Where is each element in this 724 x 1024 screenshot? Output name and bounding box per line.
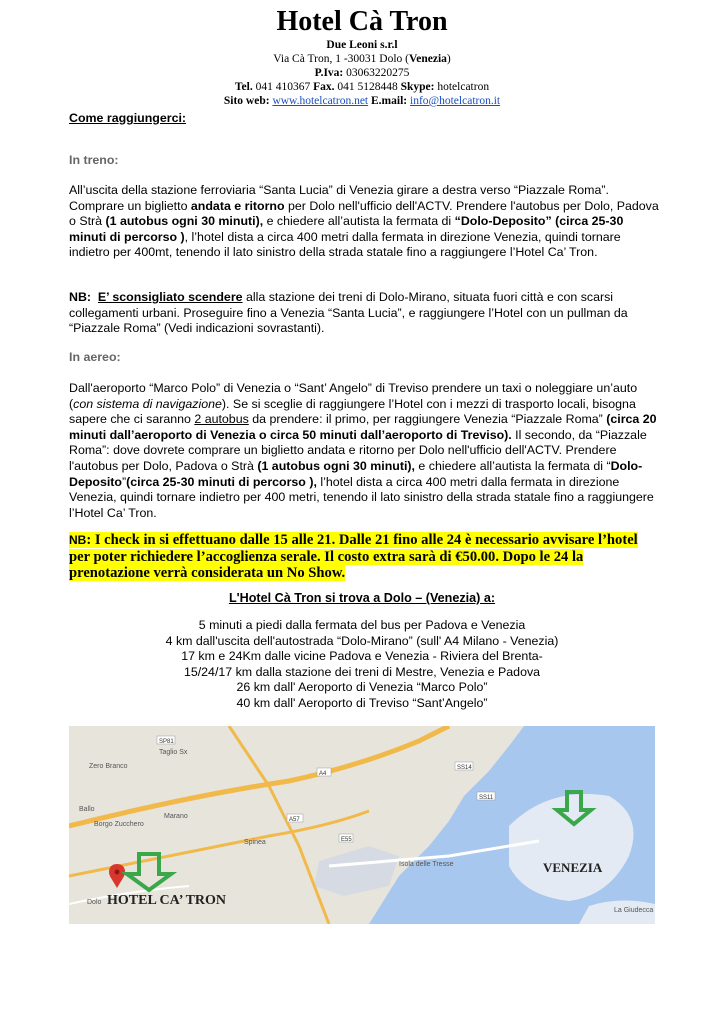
website-link[interactable]: www.hotelcatron.net <box>272 95 369 107</box>
svg-text:Taglio Sx: Taglio Sx <box>159 749 188 756</box>
company-name: Due Leoni s.r.l <box>326 39 398 51</box>
checkin-note: NB: I check in si effettuano dalle 15 alle 21. Dalle 21 fino alle 24 è necessario avvisare l’hotel per poter richiedere l’accoglienza serale. Il costo extra sarà di €50.00. Dopo le 24 la prenotazione verrà considerata un No Show. <box>69 532 638 581</box>
svg-text:Marano: Marano <box>164 813 188 820</box>
svg-text:A57: A57 <box>289 817 300 823</box>
air-paragraph: Dall'aeroporto “Marco Polo” di Venezia o “Sant’ Angelo” di Treviso prendere un taxi o noleggiare un’auto (con sistema di navigazione). Se si sceglie di raggiungere l’Hotel con i mezzi di trasporto locali, bisogna sapere che ci saranno 2 autobus da prendere: il primo, per raggiungere Venezia “Piazzale Roma” (circa 20 minuti dall’aeroporto di Venezia o circa 50 minuti dall’aeroporto di Treviso). Il secondo, da “Piazzale Roma”: dove dovrete comprare un biglietto andata e ritorno per Dolo nell'ufficio dell'ACTV. Prendere l'autobus per Dolo, Padova o Strà (1 autobus ogni 30 minuti), e chiedere all’autista la fermata di “Dolo-Deposito”(circa 25-30 minuti di percorso ), l’hotel dista a circa 400 metri dalla fermata in direzione Venezia, quindi tornare indietro per 400 metri, tenendo il lato sinistro della strada statale fino a raggiungere l’Hotel Ca’ Tron. <box>69 381 657 520</box>
location-item: 40 km dall' Aeroporto di Treviso “Sant’Angelo” <box>236 695 488 710</box>
location-item: 17 km e 24Km dalle vicine Padova e Venezia - Riviera del Brenta- <box>181 649 543 664</box>
map-hotel-label: HOTEL CA’ TRON <box>107 893 227 908</box>
svg-text:SP81: SP81 <box>159 739 174 745</box>
location-item: 5 minuti a piedi dalla fermata del bus per Padova e Venezia <box>198 618 526 632</box>
svg-text:La Giudecca: La Giudecca <box>614 907 654 914</box>
svg-text:Zero Branco: Zero Branco <box>89 763 128 770</box>
svg-text:SS11: SS11 <box>479 795 494 801</box>
address: Via Cà Tron, 1 -30031 Dolo (Venezia) <box>273 53 451 65</box>
svg-text:Borgo Zucchero: Borgo Zucchero <box>94 821 144 828</box>
train-nb-paragraph: NB: E’ sconsigliato scendere alla stazione dei treni di Dolo-Mirano, situata fuori città e con scarsi collegamenti urbani. Proseguire fino a Venezia “Santa Lucia”, e raggiungere l’Hotel con un pullman da “Piazzale Roma” (Vedi indicazioni sovrastanti). <box>69 290 628 336</box>
hotel-title: Hotel Cà Tron <box>276 6 448 37</box>
vat-number: P.Iva: 03063220275 <box>314 67 410 79</box>
location-title: L'Hotel Cà Tron si trova a Dolo – (Venezia) a: <box>228 591 496 605</box>
svg-text:Ballo: Ballo <box>79 806 95 813</box>
contact-web: Sito web: www.hotelcatron.net E.mail: info@hotelcatron.it <box>223 95 501 107</box>
svg-text:Dolo: Dolo <box>87 899 102 906</box>
location-item: 4 km dall'uscita dell'autostrada “Dolo-Mirano” (sull' A4 Milano - Venezia) <box>165 633 559 648</box>
section-title: Come raggiungerci: <box>69 111 187 125</box>
train-heading: In treno: <box>69 153 119 167</box>
location-map[interactable] <box>69 726 655 924</box>
location-list <box>0 618 724 712</box>
location-item: 26 km dall' Aeroporto di Venezia “Marco Polo” <box>236 680 488 695</box>
svg-text:E55: E55 <box>341 837 352 843</box>
air-heading: In aereo: <box>69 350 121 364</box>
train-paragraph: All’uscita della stazione ferroviaria “Santa Lucia” di Venezia girare a destra verso “Piazzale Roma”. Comprare un biglietto andata e ritorno per Dolo nell'ufficio dell'ACTV. Prendere l'autobus per Dolo, Padova o Strà (1 autobus ogni 30 minuti), e chiedere all’autista la fermata di “Dolo-Deposito” (circa 25-30 minuti di percorso ), l’hotel dista a circa 400 metri dalla fermata in direzione Venezia, quindi tornare indietro per 400mt, tenendo il lato sinistro della strada statale fino a raggiungere l’Hotel Ca’ Tron. <box>69 183 659 260</box>
svg-text:Spinea: Spinea <box>244 839 266 846</box>
location-item: 15/24/17 km dalla stazione dei treni di Mestre, Venezia e Padova <box>183 664 541 679</box>
svg-text:A4: A4 <box>319 771 327 777</box>
svg-text:Isola delle Tresse: Isola delle Tresse <box>399 861 454 868</box>
contact-phones: Tel. 041 410367 Fax. 041 5128448 Skype: hotelcatron <box>234 81 490 93</box>
map-venezia-label: VENEZIA <box>543 860 603 875</box>
email-link[interactable]: info@hotelcatron.it <box>410 95 501 107</box>
svg-text:SS14: SS14 <box>457 765 472 771</box>
letterhead <box>0 6 724 108</box>
